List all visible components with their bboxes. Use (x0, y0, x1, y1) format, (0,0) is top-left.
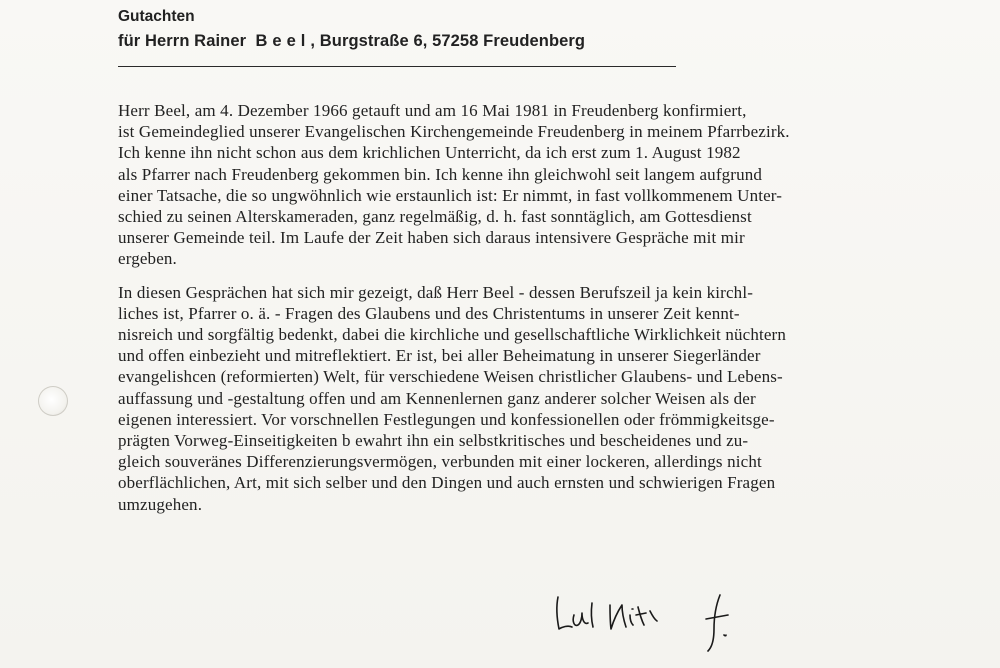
text-line: Ich kenne ihn nicht schon aus dem krichlichen Unterricht, da ich erst zum 1. August 1982 (118, 143, 741, 163)
text-line: liches ist, Pfarrer o. ä. - Fragen des Glaubens und des Christentums in unserer Zeit kennt- (118, 303, 740, 323)
text-line: evangelishcen (reformierten) Welt, für verschiedene Weisen christlicher Glaubens- und Lebens- (118, 367, 783, 387)
text-line: Herr Beel, am 4. Dezember 1966 getauft und am 16 Mai 1981 in Freudenberg konfirmiert, (118, 101, 747, 120)
text-line: eigenen interessiert. Vor vorschnellen Festlegungen und konfessionellen oder frömmigkeitsge- (118, 409, 775, 429)
paragraph-spacer (118, 270, 986, 282)
text-line: prägten Vorweg-Einseitigkeiten b ewahrt ihn ein selbstkritisches und bescheidenes und zu- (118, 431, 749, 451)
recipient-name: Beel (255, 32, 311, 50)
handwritten-signature (548, 585, 788, 665)
text-line: unserer Gemeinde teil. Im Laufe der Zeit haben sich daraus intensivere Gespräche mit mir (118, 228, 745, 248)
text-line: umzugehen. (118, 494, 203, 514)
text-line: ergeben. (118, 249, 177, 269)
text-line: als Pfarrer nach Freudenberg gekommen bin. Ich kenne ihn gleichwohl seit langem aufgrund (118, 164, 763, 184)
text-line: nisreich und sorgfältig bedenkt, dabei die kirchliche und gesellschaftliche Wirklichkeit nüchtern (118, 325, 787, 345)
letter-header (118, 6, 585, 54)
text-line: auffassung und -gestaltung offen und am Kennenlernen ganz anderer solcher Weisen als der (118, 388, 756, 408)
paragraph-1 (118, 100, 986, 270)
recipient-line (118, 28, 585, 54)
text-line: ist Gemeindeglied unserer Evangelischen Kirchengemeinde Freudenberg in meinem Pfarrbezirk. (118, 122, 790, 142)
document-title: Gutachten (118, 8, 195, 25)
text-line: schied zu seinen Alterskameraden, ganz regelmäßig, d. h. fast sonntäglich, am Gottesdienst (118, 207, 752, 227)
text-line: einer Tatsache, die so ungwöhnlich wie erstaunlich ist: Er nimmt, in fast vollkommenem Unter- (118, 185, 783, 205)
text-line: In diesen Gesprächen hat sich mir gezeigt, daß Herr Beel - dessen Berufszeil ja kein kirchl- (118, 282, 754, 302)
punch-hole (38, 386, 68, 416)
letter-body (118, 100, 986, 515)
text-line: und offen einbezieht und mitreflektiert. Er ist, bei aller Beheimatung in unserer Siegerländer (118, 346, 761, 366)
recipient-prefix: für Herrn Rainer (118, 32, 247, 50)
text-line: oberflächlichen, Art, mit sich selber und den Dingen und auch ernsten und schwierigen Fragen (118, 473, 776, 493)
recipient-address: , Burgstraße 6, 57258 Freudenberg (310, 32, 586, 50)
paragraph-2 (118, 282, 986, 515)
header-underline (118, 66, 676, 67)
text-line: gleich souveränes Differenzierungsvermögen, verbunden mit einer lockeren, allerdings nicht (118, 452, 762, 472)
